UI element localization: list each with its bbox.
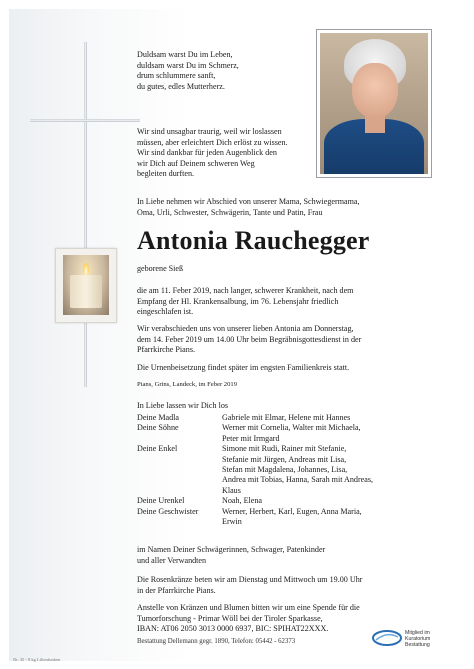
family-intro: In Liebe lassen wir Dich los bbox=[137, 401, 229, 410]
poem-verse: Duldsam warst Du im Leben, duldsam warst Du im Schmerz, drum schlummere sanft, du gutes, edles Mutterherz. bbox=[137, 50, 239, 91]
death-notice: die am 11. Feber 2019, nach langer, schwerer Krankheit, nach dem Empfang der Hl. Krankensalbung, im 76. Lebensjahr friedlich eingeschlafen ist. bbox=[137, 286, 354, 317]
rosary-notice: Die Rosenkränze beten wir am Dienstag und Mittwoch um 19.00 Uhr in der Pfarrkirche Pians. bbox=[137, 575, 363, 595]
farewell-intro: In Liebe nehmen wir Abschied von unserer Mama, Schwiegermama, Oma, Urli, Schwester, Schwägerin, Tante und Patin, Frau bbox=[137, 197, 360, 217]
family-row-grandchildren: Deine Enkel Simone mit Rudi, Rainer mit Stefanie, Stefanie mit Jürgen, Andreas mit Lisa, Stefan mit Magdalena, Johannes, Lisa, Andrea mit Tobias, Hanna, Sarah mit Andreas, Klaus bbox=[137, 444, 374, 495]
cross-vertical-bar bbox=[84, 42, 87, 387]
family-row-siblings: Deine Geschwister Werner, Herbert, Karl, Eugen, Anna Maria, Erwin bbox=[137, 506, 362, 527]
urn-burial-notice: Die Urnenbeisetzung findet später im engsten Familienkreis statt. bbox=[137, 363, 350, 372]
donation-notice: Anstelle von Kränzen und Blumen bitten wir um eine Spende für die Tumorforschung - Primar Wöll bei der Tiroler Sparkasse, IBAN: AT06 2050 3013 0000 6937, BIC: SPIHAT22XXX. bbox=[137, 603, 360, 634]
print-tag: Nr. 35 - 8 kg Lilienfunken bbox=[13, 657, 61, 662]
mourning-verse: Wir sind unsagbar traurig, weil wir loslassen müssen, aber erleichtert Dich erlöst zu wissen. Wir sind dankbar für jeden Augenblick den wir Dich auf Deinem schweren Weg begleiten durften. bbox=[137, 127, 288, 179]
portrait-photo bbox=[316, 29, 432, 178]
candle-image bbox=[55, 248, 117, 323]
funeral-home-footer: Bestattung Dellemann gegr. 1890, Telefon: 05442 - 62373 bbox=[137, 638, 296, 645]
birth-name: geborene Sieß bbox=[137, 264, 184, 273]
place-date: Pians, Grins, Landeck, im Feber 2019 bbox=[137, 381, 237, 388]
kuratorium-swirl-icon bbox=[372, 629, 402, 647]
cross-horizontal-bar bbox=[30, 119, 140, 122]
funeral-service-notice: Wir verabschieden uns von unserer lieben Antonia am Donnerstag, dem 14. Feber 2019 um 14.00 Uhr beim Begräbnisgottesdienst in der Pfarrkirche Pians. bbox=[137, 324, 362, 355]
logo-caption: Mitglied im Kuratorium Bestattung bbox=[405, 630, 431, 649]
family-row-great-grandchildren: Deine Urenkel Noah, Elena bbox=[137, 496, 263, 506]
family-list bbox=[137, 413, 447, 527]
deceased-name: Antonia Rauchegger bbox=[137, 226, 370, 255]
kuratorium-logo bbox=[372, 627, 452, 651]
relatives-note: im Namen Deiner Schwägerinnen, Schwager, Patenkinder und aller Verwandten bbox=[137, 545, 326, 565]
family-row-sons: Deine Söhne Werner mit Cornelia, Walter mit Michaela, Peter mit Irmgard bbox=[137, 423, 361, 443]
family-row-daughters: Deine Madla Gabriele mit Elmar, Helene mit Hannes bbox=[137, 413, 351, 422]
candle-flame-icon bbox=[83, 263, 89, 275]
